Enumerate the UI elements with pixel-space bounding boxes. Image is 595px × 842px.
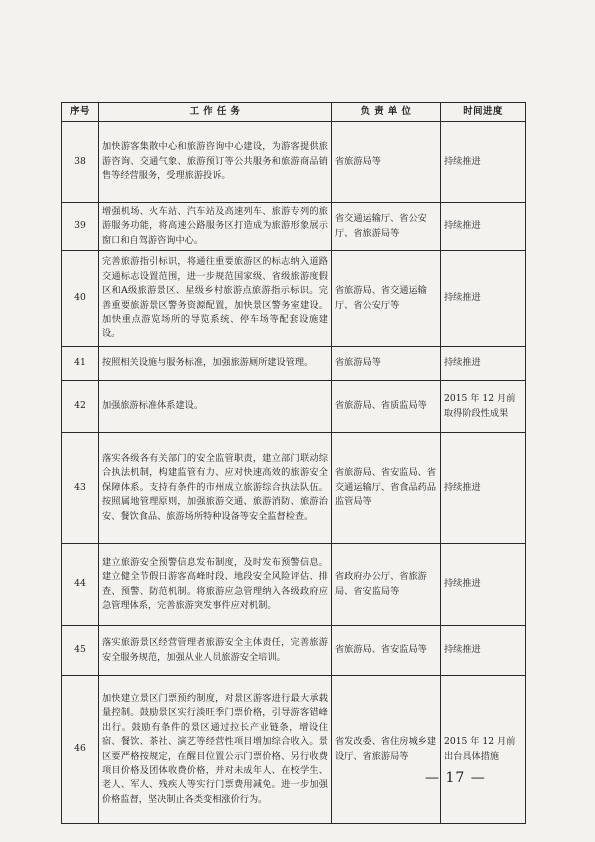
row-task: 按照相关设施与服务标准，加强旅游厕所建设管理。 xyxy=(99,347,332,381)
row-task: 完善旅游指引标识，将通往重要旅游区的标志纳入道路交通标志设置范围，进一步规范国家级、省级旅游度假区和A级旅游景区、星级乡村旅游点旅游指示标识。完善重要旅游景区警务资源配置，加快景区警务室建设。加快重点游览场所的导览系统、停车场等配套设施建设。 xyxy=(99,251,332,347)
row-number: 38 xyxy=(62,122,99,203)
row-number: 44 xyxy=(62,544,99,626)
row-unit: 省交通运输厅、省公安厅、省旅游局等 xyxy=(332,203,441,251)
row-number: 46 xyxy=(62,676,99,824)
table-row xyxy=(62,626,526,676)
page-number: — 17 — xyxy=(425,770,486,786)
header-time: 时间进度 xyxy=(441,103,526,122)
row-number: 45 xyxy=(62,626,99,676)
row-number: 39 xyxy=(62,203,99,251)
row-unit: 省旅游局等 xyxy=(332,122,441,203)
table-row xyxy=(62,251,526,347)
row-unit: 省旅游局等 xyxy=(332,347,441,381)
row-task: 落实各级各有关部门的安全监管职责，建立部门联动综合执法机制，构建监管有力、应对快速高效的旅游安全保障体系。支持有条件的市州成立旅游综合执法队伍。按照属地管理原则，加强旅游交通、旅游消防、旅游治安、餐饮食品、旅游场所特种设备等安全监督检查。 xyxy=(99,433,332,544)
row-time: 持续推进 xyxy=(441,626,526,676)
row-unit: 省政府办公厅、省旅游局、省安监局等 xyxy=(332,544,441,626)
table-row xyxy=(62,544,526,626)
row-number: 43 xyxy=(62,433,99,544)
row-time: 持续推进 xyxy=(441,544,526,626)
table-row xyxy=(62,347,526,381)
header-task: 工 作 任 务 xyxy=(99,103,332,122)
table-row xyxy=(62,122,526,203)
row-number: 41 xyxy=(62,347,99,381)
header-unit: 负 责 单 位 xyxy=(332,103,441,122)
table-row xyxy=(62,381,526,433)
row-task: 加快建立景区门票预约制度，对景区游客进行最大承载量控制。鼓励景区实行淡旺季门票价格，引导游客错峰出行。鼓励有条件的景区通过拉长产业链条，增设住宿、餐饮、茶社、演艺等经营性项目增加综合收入。景区要严格按规定，在醒目位置公示门票价格、另行收费项目价格及团体收费价格，并对未成年人、在校学生、老人、军人、残疾人等实行门票费用减免。进一步加强价格监督，坚决制止各类变相涨价行为。 xyxy=(99,676,332,824)
row-time: 持续推进 xyxy=(441,122,526,203)
row-task: 加强旅游标准体系建设。 xyxy=(99,381,332,433)
row-unit: 省发改委、省住房城乡建设厅、省旅游局等 xyxy=(332,676,441,824)
table-row xyxy=(62,676,526,824)
table-row xyxy=(62,203,526,251)
row-task: 加快游客集散中心和旅游咨询中心建设，为游客提供旅游咨询、交通气象、旅游预订等公共服务和旅游商品销售等经营服务，受理旅游投诉。 xyxy=(99,122,332,203)
row-unit: 省旅游局、省安监局、省交通运输厅、省食品药品监管局等 xyxy=(332,433,441,544)
row-unit: 省旅游局、省交通运输厅、省公安厅等 xyxy=(332,251,441,347)
header-num: 序号 xyxy=(62,103,99,122)
row-unit: 省旅游局、省质监局等 xyxy=(332,381,441,433)
row-task: 建立旅游安全预警信息发布制度，及时发布预警信息。建立健全节假日游客高峰时段、地段安全风险评估、排查、预警、防范机制。将旅游应急管理纳入各级政府应急管理体系，完善旅游突发事件应对机制。 xyxy=(99,544,332,626)
row-task: 增强机场、火车站、汽车站及高速列车、旅游专列的旅游服务功能，将高速公路服务区打造成为旅游形象展示窗口和自驾游咨询中心。 xyxy=(99,203,332,251)
row-time: 持续推进 xyxy=(441,203,526,251)
row-time: 持续推进 xyxy=(441,251,526,347)
row-time: 2015 年 12 月前取得阶段性成果 xyxy=(441,381,526,433)
table-row xyxy=(62,433,526,544)
row-time: 持续推进 xyxy=(441,347,526,381)
row-number: 42 xyxy=(62,381,99,433)
row-task: 落实旅游景区经营管理者旅游安全主体责任，完善旅游安全服务规范，加强从业人员旅游安全培训。 xyxy=(99,626,332,676)
row-number: 40 xyxy=(62,251,99,347)
row-time: 2015 年 12 月前出台具体措施 xyxy=(441,676,526,824)
row-unit: 省旅游局、省安监局等 xyxy=(332,626,441,676)
task-table xyxy=(61,102,526,824)
table-header-row xyxy=(62,103,526,122)
row-time: 持续推进 xyxy=(441,433,526,544)
